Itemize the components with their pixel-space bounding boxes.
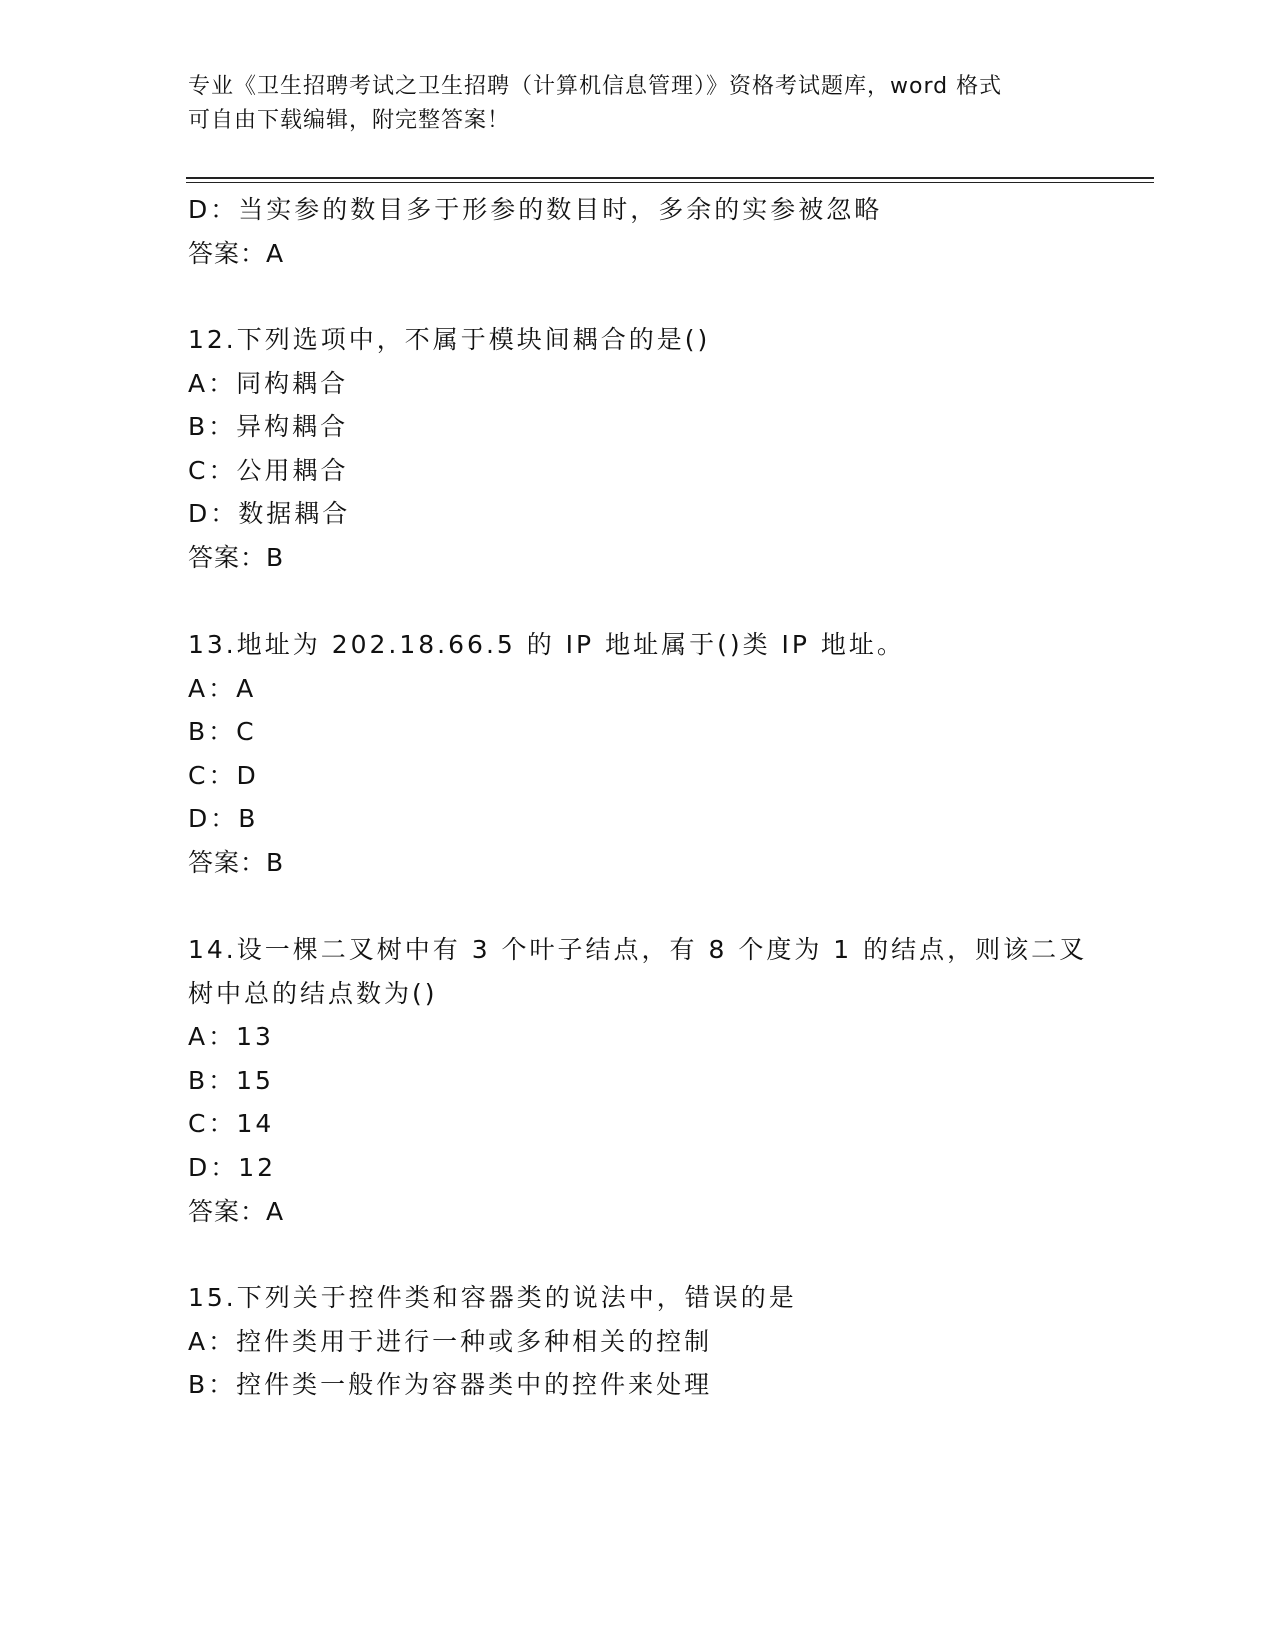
header-line-1: 专业《卫生招聘考试之卫生招聘（计算机信息管理）》资格考试题库，word 格式 (188, 74, 1003, 99)
q14-answer: 答案：A (188, 1197, 285, 1226)
header-divider-thin (186, 182, 1154, 183)
q14-option-b: B：15 (188, 1066, 274, 1095)
q14-option-c: C：14 (188, 1109, 275, 1138)
header-divider-thick (186, 177, 1154, 179)
q12-option-c: C：公用耦合 (188, 456, 349, 485)
q11-option-d: D：当实参的数目多于形参的数目时，多余的实参被忽略 (188, 195, 883, 224)
q11-answer: 答案：A (188, 239, 285, 268)
q15-question: 15.下列关于控件类和容器类的说法中，错误的是 (188, 1283, 797, 1312)
q12-option-b: B：异构耦合 (188, 412, 349, 441)
q14-question-line-2: 树中总的结点数为() (188, 979, 438, 1008)
q15-option-b: B：控件类一般作为容器类中的控件来处理 (188, 1370, 713, 1399)
q14-question-line-1: 14.设一棵二叉树中有 3 个叶子结点，有 8 个度为 1 的结点，则该二叉 (188, 935, 1088, 964)
q13-option-a: A：A (188, 674, 257, 703)
q13-answer: 答案：B (188, 848, 285, 877)
q14-option-d: D：12 (188, 1153, 277, 1182)
q14-option-a: A：13 (188, 1022, 274, 1051)
q12-question: 12.下列选项中，不属于模块间耦合的是() (188, 325, 711, 354)
q12-answer: 答案：B (188, 543, 285, 572)
document-header (188, 70, 1088, 138)
q13-option-c: C：D (188, 761, 259, 790)
q15-option-a: A：控件类用于进行一种或多种相关的控制 (188, 1327, 713, 1356)
q12-option-a: A：同构耦合 (188, 369, 349, 398)
q13-option-d: D：B (188, 804, 259, 833)
header-line-2: 可自由下载编辑，附完整答案！ (188, 108, 511, 133)
q13-question: 13.地址为 202.18.66.5 的 IP 地址属于()类 IP 地址。 (188, 630, 905, 659)
q13-option-b: B：C (188, 717, 257, 746)
q12-option-d: D：数据耦合 (188, 499, 351, 528)
